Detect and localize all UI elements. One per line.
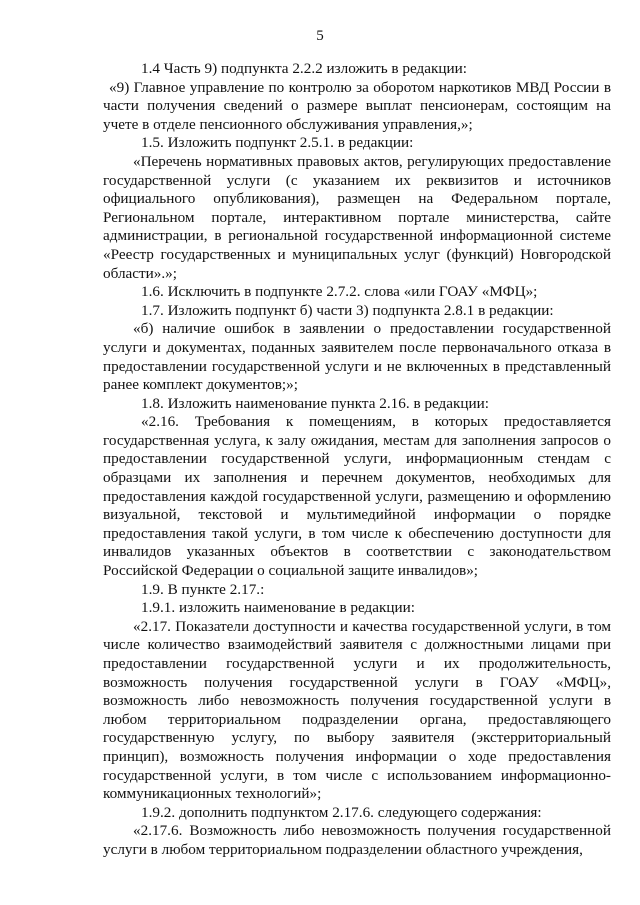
paragraph-1-6: 1.6. Исключить в подпункте 2.7.2. слова «или ГОАУ «МФЦ»; bbox=[141, 283, 538, 301]
paragraph-1-4: 1.4 Часть 9) подпункта 2.2.2 изложить в редакции: bbox=[141, 60, 467, 77]
paragraph-quote-9: «9) Главное управление по контролю за оборотом наркотиков МВД России в части получения сведений о размере выплат пенсионерам, состоящим на учете в отделе пенсионного обслуживания управления,»; bbox=[103, 78, 611, 133]
paragraph-quote-b: «б) наличие ошибок в заявлении о предоставлении государственной услуги и документах, поданных заявителем после первоначального отказа в предоставлении государственной услуги и не включенных в представленный ранее комплект документов;»; bbox=[103, 320, 611, 394]
paragraph-1-8: 1.8. Изложить наименование пункта 2.16. в редакции: bbox=[141, 394, 490, 412]
paragraph-1-5: 1.5. Изложить подпункт 2.5.1. в редакции: bbox=[141, 134, 414, 152]
paragraph-quote-2-17: «2.17. Показатели доступности и качества государственной услуги, в том числе количество взаимодействий заявителя с должностными лицами при предоставлении государственной услуги и их продолжительность, возможность получения государственной услуги в ГОАУ «МФЦ», возможность либо невозможность получения государственной услуги в любом территориальном подразделении органа, предоставляющего государственную услугу, по выбору заявителя (экстерриториальный принцип), возможность получения информации о ходе предоставления государственной услуги, в том числе с использованием информационно-коммуникационных технологий»; bbox=[103, 617, 611, 803]
paragraph-quote-2-16: «2.16. Требования к помещениям, в которых предоставляется государственная услуга, к залу ожидания, местам для заполнения запросов о предоставлении государственной услуги, информационным стендам с образцами их заполнения и перечнем документов, необходимых для предоставления каждой государственной услуги, размещению и оформлению визуальной, текстовой и мультимедийной информации о порядке предоставления такой услуги, в том числе к обеспечению доступности для инвалидов указанных объектов в соответствии с законодательством Российской Федерации о социальной защите инвалидов»; bbox=[103, 413, 611, 580]
document-body bbox=[103, 60, 611, 860]
paragraph-1-9: 1.9. В пункте 2.17.: bbox=[141, 580, 265, 598]
paragraph-1-7: 1.7. Изложить подпункт б) части 3) подпункта 2.8.1 в редакции: bbox=[141, 301, 554, 319]
paragraph-1-9-1: 1.9.1. изложить наименование в редакции: bbox=[141, 599, 415, 617]
paragraph-1-9-2: 1.9.2. дополнить подпунктом 2.17.6. следующего содержания: bbox=[141, 803, 542, 821]
page-number: 5 bbox=[316, 28, 324, 44]
paragraph-quote-perechen: «Перечень нормативных правовых актов, регулирующих предоставление государственной услуги (с указанием их реквизитов и источников официального опубликования), размещен на Федеральном портале, Региональном портале, интерактивном портале министерства, сайте администрации, в региональной государственной информационной системе «Реестр государственных и муниципальных услуг (функций) Новгородской области».»; bbox=[103, 152, 611, 282]
paragraph-quote-2-17-6: «2.17.6. Возможность либо невозможность получения государственной услуги в любом территориальном подразделении областного учреждения, bbox=[103, 822, 611, 858]
